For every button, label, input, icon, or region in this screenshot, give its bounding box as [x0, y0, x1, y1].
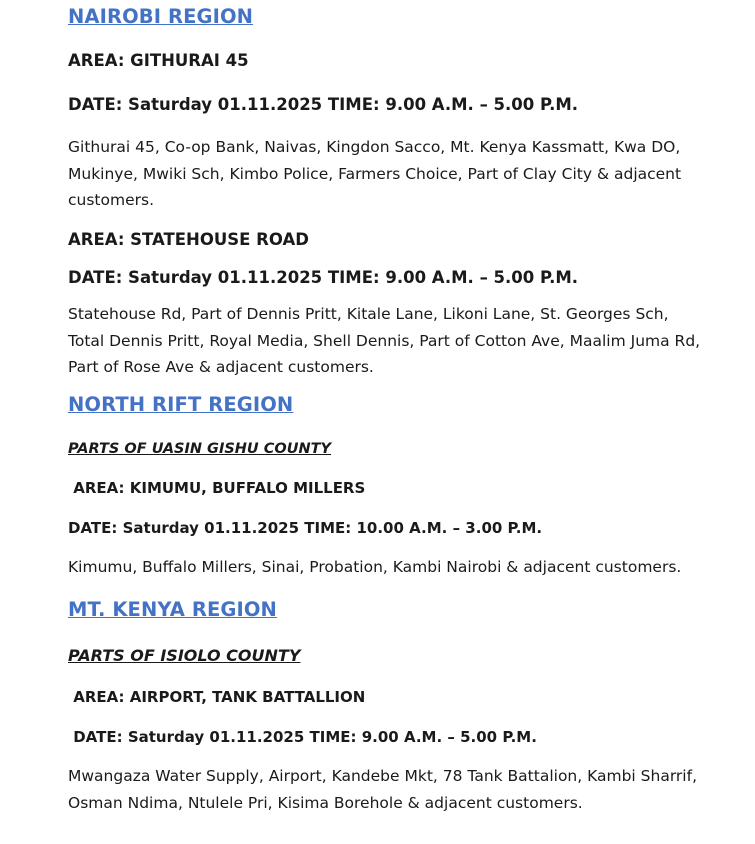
date-githurai: DATE: Saturday 01.11.2025 TIME: 9.00 A.M. – 5.00 P.M.: [68, 95, 579, 114]
county-uasin-gishu: PARTS OF UASIN GISHU COUNTY: [68, 441, 332, 457]
desc-kimumu: Kimumu, Buffalo Millers, Sinai, Probation, Kambi Nairobi & adjacent customers.: [68, 558, 682, 576]
desc-statehouse: Statehouse Rd, Part of Dennis Pritt, Kitale Lane, Likoni Lane, St. Georges Sch, Total Dennis Pritt, Royal Media, Shell Dennis, Part of Cotton Ave, Maalim Juma Rd, Part of Rose Ave & adjacent customers.: [68, 305, 701, 376]
region-heading-nairobi: NAIROBI REGION: [68, 5, 254, 28]
region-heading-north-rift: NORTH RIFT REGION: [68, 393, 294, 416]
date-kimumu: DATE: Saturday 01.11.2025 TIME: 10.00 A.M. – 3.00 P.M.: [68, 519, 543, 537]
region-heading-mt-kenya: MT. KENYA REGION: [68, 598, 277, 621]
desc-airport: Mwangaza Water Supply, Airport, Kandebe Mkt, 78 Tank Battalion, Kambi Sharrif, Osman Ndima, Ntulele Pri, Kisima Borehole & adjacent customers.: [68, 767, 697, 812]
area-githurai: AREA: GITHURAI 45: [68, 51, 249, 70]
date-statehouse: DATE: Saturday 01.11.2025 TIME: 9.00 A.M. – 5.00 P.M.: [68, 268, 579, 287]
desc-githurai: Githurai 45, Co-op Bank, Naivas, Kingdon Sacco, Mt. Kenya Kassmatt, Kwa DO, Mukinye, Mwiki Sch, Kimbo Police, Farmers Choice, Part of Clay City & adjacent customers.: [68, 138, 682, 209]
county-isiolo: PARTS OF ISIOLO COUNTY: [68, 646, 301, 665]
date-airport: DATE: Saturday 01.11.2025 TIME: 9.00 A.M. – 5.00 P.M.: [68, 728, 537, 746]
area-airport: AREA: AIRPORT, TANK BATTALLION: [68, 688, 366, 706]
area-statehouse: AREA: STATEHOUSE ROAD: [68, 230, 309, 249]
area-kimumu: AREA: KIMUMU, BUFFALO MILLERS: [68, 479, 366, 497]
